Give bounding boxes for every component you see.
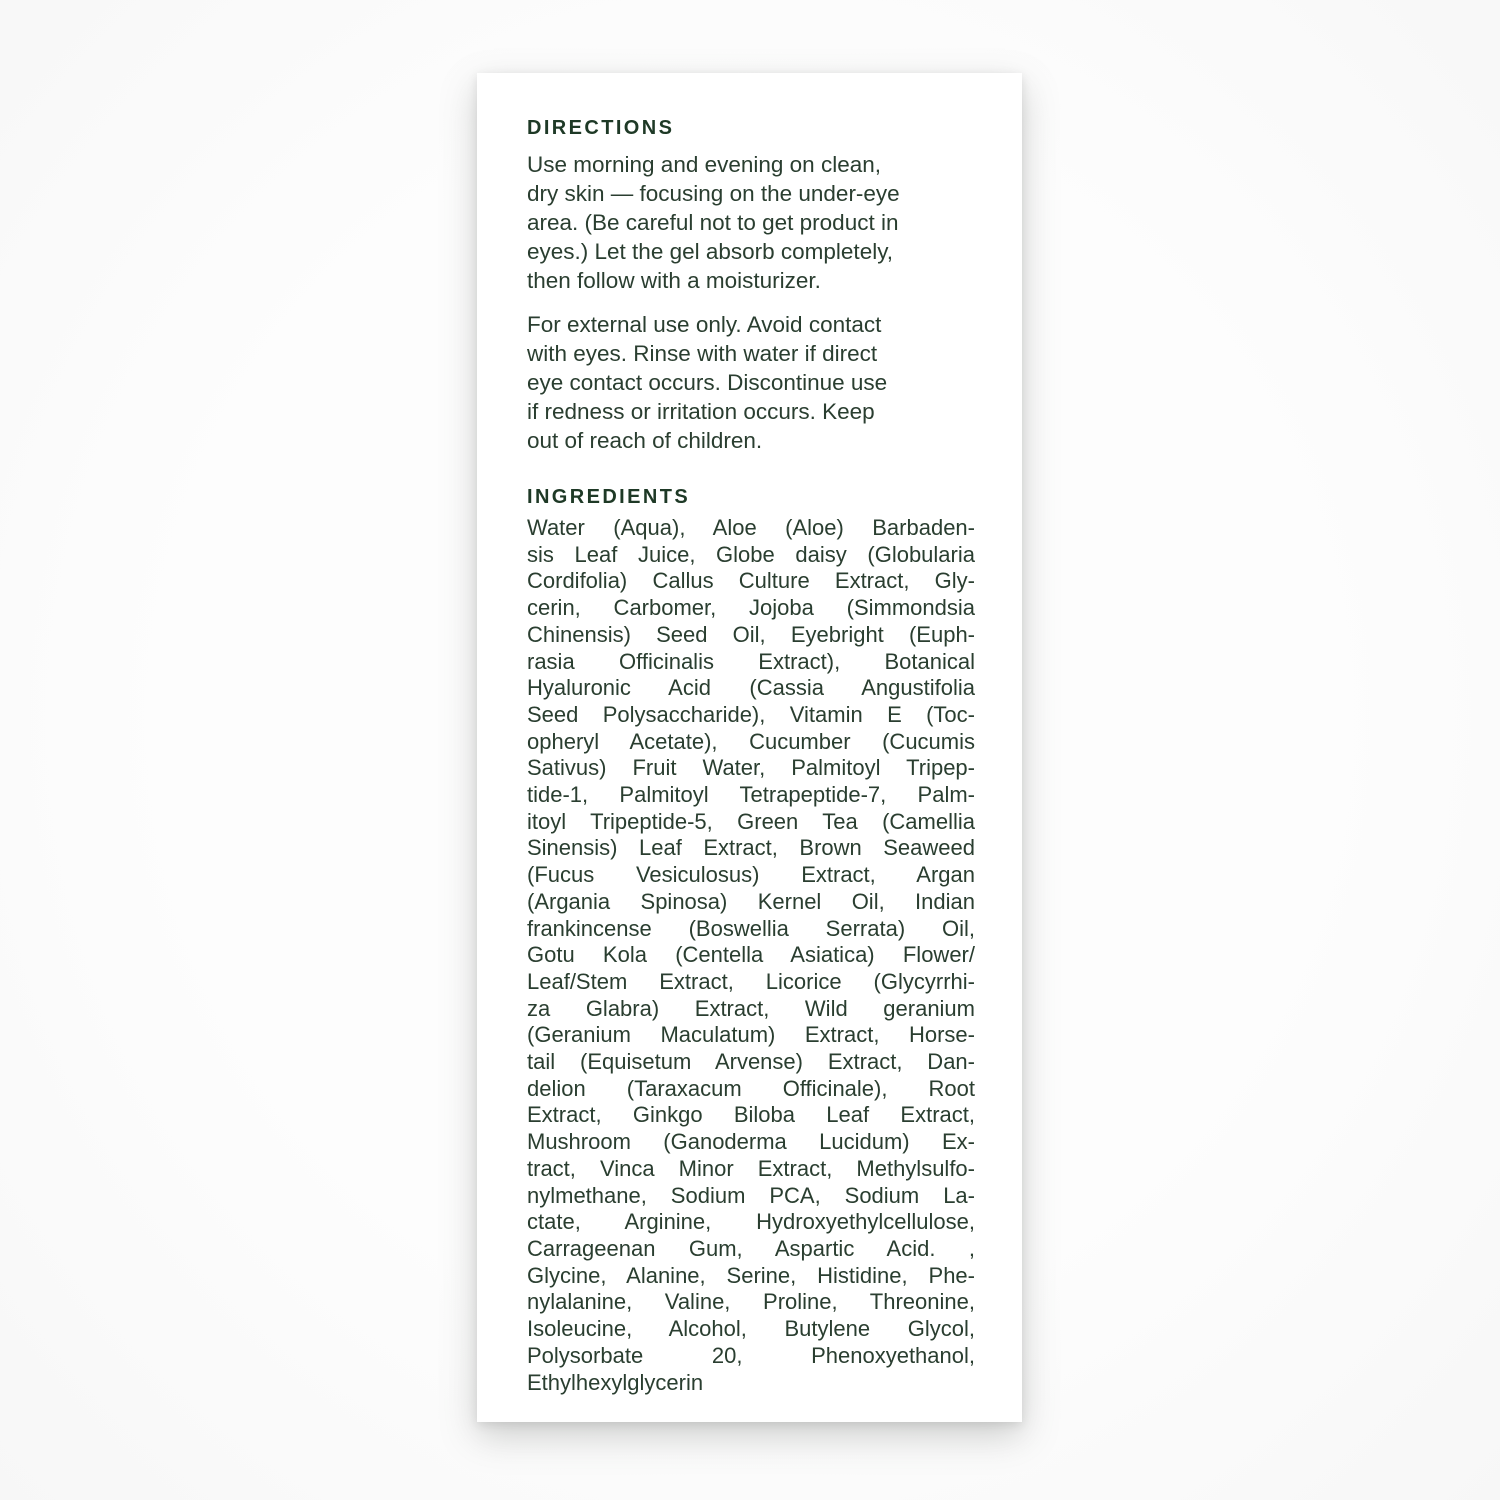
text-line: Cordifolia) Callus Culture Extract, Gly- — [527, 568, 975, 594]
ingredients-heading: INGREDIENTS — [527, 486, 691, 508]
ingredients-paragraph — [527, 515, 975, 1396]
text-line: tract, Vinca Minor Extract, Methylsulfo- — [527, 1155, 975, 1181]
text-line: with eyes. Rinse with water if direct — [527, 341, 878, 366]
text-line: Chinensis) Seed Oil, Eyebright (Euph- — [527, 621, 975, 647]
text-line: if redness or irritation occurs. Keep — [527, 399, 875, 424]
text-line: Polysorbate 20, Phenoxyethanol, — [527, 1342, 975, 1368]
text-line: Seed Polysaccharide), Vitamin E (Toc- — [527, 701, 975, 727]
text-line: frankincense (Boswellia Serrata) Oil, — [527, 915, 975, 941]
text-line: sis Leaf Juice, Globe daisy (Globularia — [527, 541, 975, 567]
text-line: For external use only. Avoid contact — [527, 312, 882, 337]
text-line: (Fucus Vesiculosus) Extract, Argan — [527, 862, 975, 888]
text-line: Leaf/Stem Extract, Licorice (Glycyrrhi- — [527, 968, 975, 994]
text-line: tail (Equisetum Arvense) Extract, Dan- — [527, 1049, 975, 1075]
text-line: Sativus) Fruit Water, Palmitoyl Tripep- — [527, 755, 975, 781]
text-line: Gotu Kola (Centella Asiatica) Flower/ — [527, 942, 975, 968]
text-line: Carrageenan Gum, Aspartic Acid. , — [527, 1235, 975, 1261]
directions-heading: DIRECTIONS — [527, 117, 675, 139]
text-line: nylalanine, Valine, Proline, Threonine, — [527, 1289, 975, 1315]
text-line: opheryl Acetate), Cucumber (Cucumis — [527, 728, 975, 754]
text-line: ctate, Arginine, Hydroxyethylcellulose, — [527, 1209, 975, 1235]
text-line: tide-1, Palmitoyl Tetrapeptide-7, Palm- — [527, 782, 975, 808]
text-line: Glycine, Alanine, Serine, Histidine, Phe- — [527, 1262, 975, 1288]
text-line: (Geranium Maculatum) Extract, Horse- — [527, 1022, 975, 1048]
text-line: dry skin — focusing on the under-eye — [527, 181, 900, 206]
text-line: Hyaluronic Acid (Cassia Angustifolia — [527, 675, 975, 701]
text-line: rasia Officinalis Extract), Botanical — [527, 648, 975, 674]
text-line: Isoleucine, Alcohol, Butylene Glycol, — [527, 1316, 975, 1342]
text-line: Use morning and evening on clean, — [527, 152, 881, 177]
text-line: (Argania Spinosa) Kernel Oil, Indian — [527, 888, 975, 914]
text-line: Water (Aqua), Aloe (Aloe) Barbaden- — [527, 515, 975, 540]
text-line: za Glabra) Extract, Wild geranium — [527, 995, 975, 1021]
text-line: nylmethane, Sodium PCA, Sodium La- — [527, 1182, 975, 1208]
text-line: out of reach of children. — [527, 428, 763, 453]
text-line: area. (Be careful not to get product in — [527, 210, 899, 235]
text-line: itoyl Tripeptide-5, Green Tea (Camellia — [527, 808, 975, 834]
text-line: Extract, Ginkgo Biloba Leaf Extract, — [527, 1102, 975, 1128]
text-line: eyes.) Let the gel absorb completely, — [527, 239, 894, 264]
text-line: eye contact occurs. Discontinue use — [527, 370, 888, 395]
text-line: cerin, Carbomer, Jojoba (Simmondsia — [527, 595, 975, 621]
text-line: delion (Taraxacum Officinale), Root — [527, 1075, 975, 1101]
directions-paragraph-usage — [527, 150, 975, 295]
text-line: Mushroom (Ganoderma Lucidum) Ex- — [527, 1129, 975, 1155]
label-panel — [477, 73, 1022, 1422]
directions-paragraph-warning — [527, 310, 975, 455]
text-line: then follow with a moisturizer. — [527, 268, 821, 293]
text-line: Sinensis) Leaf Extract, Brown Seaweed — [527, 835, 975, 861]
text-line: Ethylhexylglycerin — [527, 1369, 704, 1395]
